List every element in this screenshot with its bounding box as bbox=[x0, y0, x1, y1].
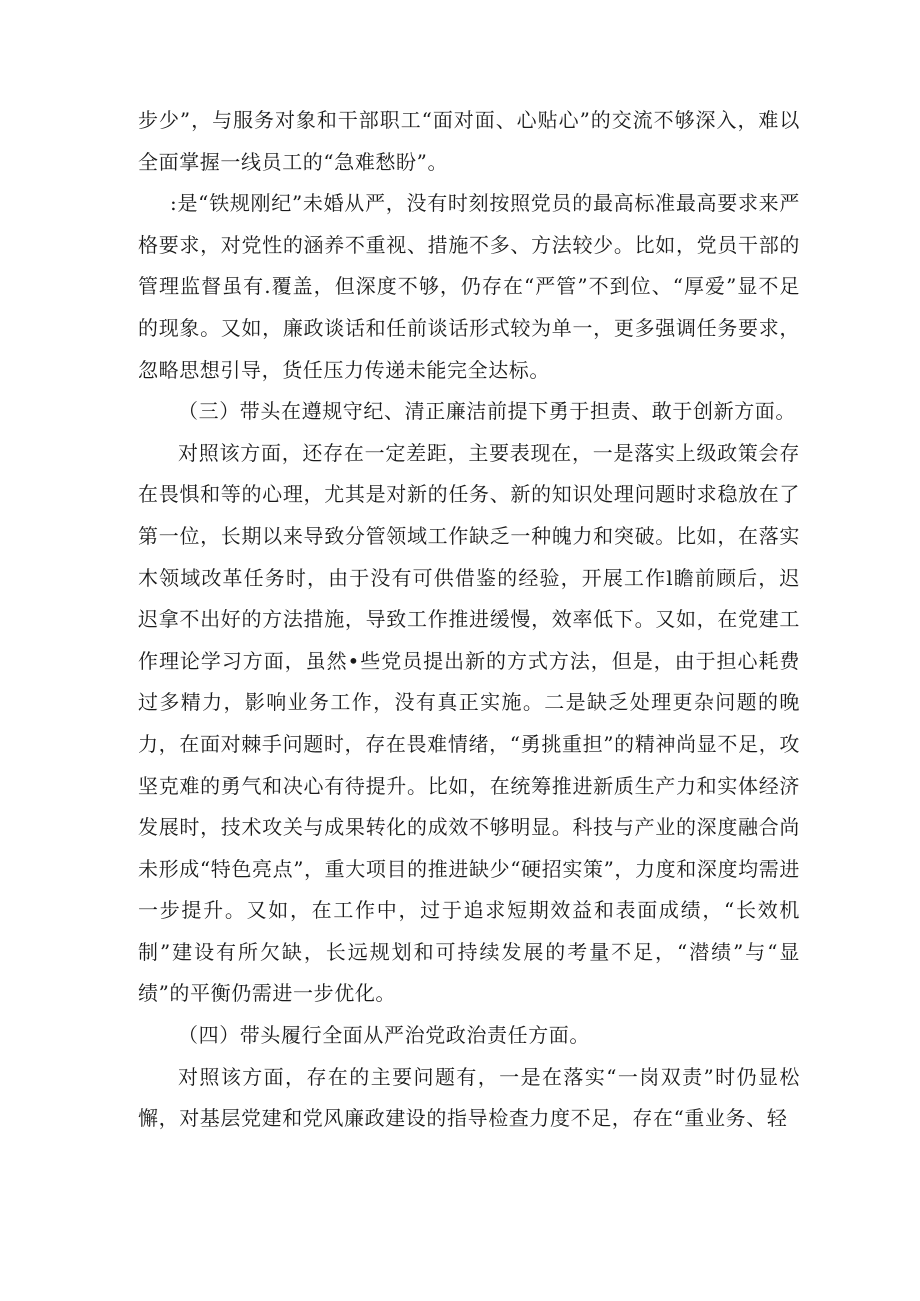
paragraph-discipline-issue: :是“铁规刚纪”未婚从严，没有时刻按照党员的最高标准最高要求来严格要求，对党性的涵养不重视、措施不多、方法较少。比如，党员干部的管理监督虽有.覆盖，但深度不够，仍存在“严管”不到位、“厚爱”显不足的现象。又如，廉政谈话和任前谈话形式较为单一，更多强调任务要求，忽略思想引导，货任压力传递未能完全达标。 bbox=[138, 191, 800, 382]
section-heading-3: （三）带头在遵规守纪、清正廉洁前提下勇于担责、敢于创新方面。 bbox=[178, 399, 796, 424]
paragraph-party-responsibility: 对照该方面，存在的主要问题有，一是在落实“一岗双责”时仍显松懈，对基层党建和党风廉政建设的指导检查力度不足，存在“重业务、轻 bbox=[138, 1064, 800, 1131]
paragraph-continuation: 步少”，与服务对象和干部职工“面对面、心贴心”的交流不够深入，难以全面掌握一线员工的“急难愁盼”。 bbox=[138, 108, 800, 174]
paragraph-innovation-issue: 对照该方面，还存在一定差距，主要表现在，一是落实上级政策会存在畏惧和等的心理，尤其是对新的任务、新的知识处理问题时求稳放在了第一位，长期以来导致分管领域工作缺乏一种魄力和突破。比如，在落实木领域改革任务时，由于没有可供借鉴的经验，开展工作l瞻前顾后，迟迟拿不出好的方法措施，导致工作推进缓慢，效率低下。又如，在党建工作理论学习方面，虽然•些党员提出新的方式方法，但是，由于担心耗费过多精力，影响业务工作，没有真正实施。二是缺乏处理更杂问题的晚力，在面对棘手问题时，存在畏难情绪，“勇挑重担”的精神尚显不足，攻坚克难的勇气和决心有待提升。比如，在统筹推进新质生产力和实体经济发展时，技术攻关与成果转化的成效不够明显。科技与产业的深度融合尚未形成“特色亮点”，重大项目的推进缺少“硬招实策”，力度和深度均需进一步提升。又如，在工作中，过于追求短期效益和表面成绩，“长效机制”建设有所欠缺，长远规划和可持续发展的考量不足，“潜绩”与“显绩”的平衡仍需进一步优化。 bbox=[138, 440, 800, 1006]
section-heading-4: （四）带头履行全面从严治党政治责任方面。 bbox=[178, 1023, 590, 1048]
